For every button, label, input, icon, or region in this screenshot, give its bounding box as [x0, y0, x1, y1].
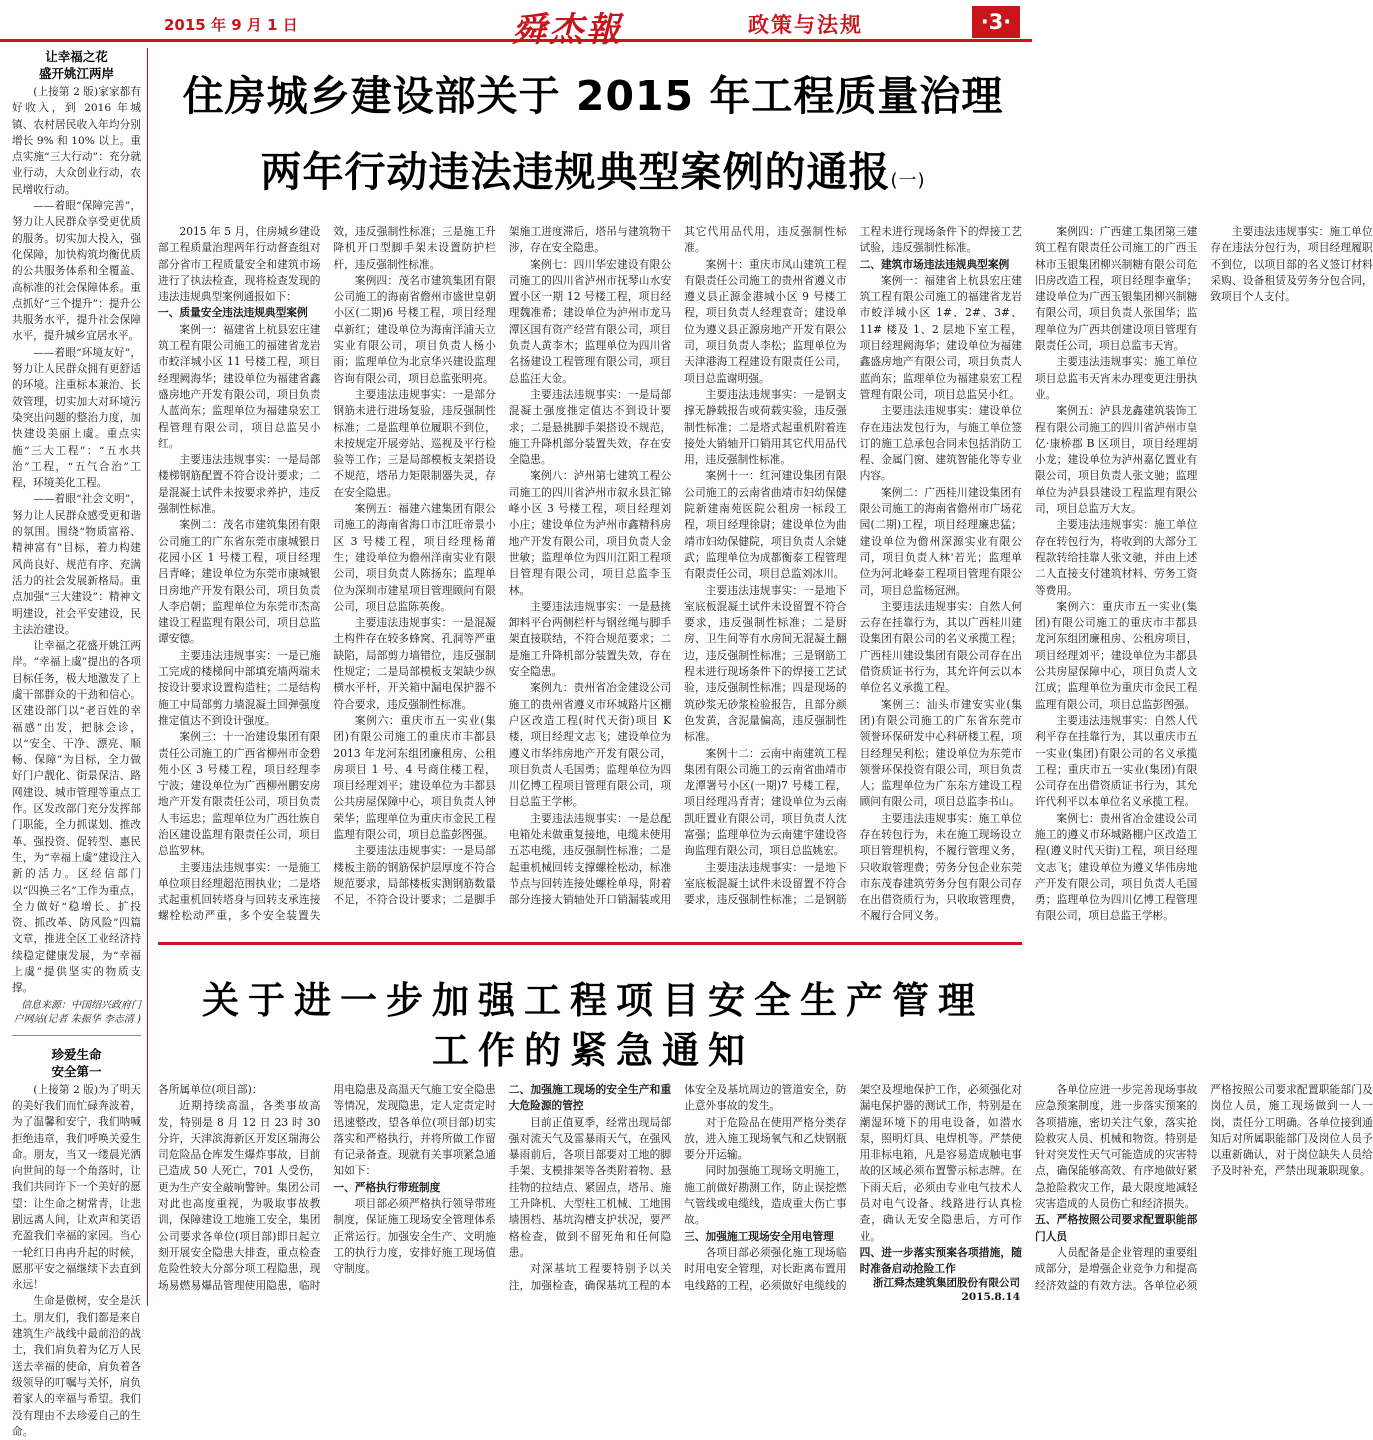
sidebar-article2-title: 珍爱生命 安全第一	[51, 1046, 102, 1079]
article1-body: 2015 年 5 月，住房城乡建设部工程质量治理两年行动督查组对部分省市工程质量安全和建筑市场进行了执法检查，现将检查发现的违法违规典型案例通报如下： 一、质量安全违法违规典型案例 案例一：福建省上杭县宏庄建筑工程有限公司施工的福建省龙岩市蛟洋城小区 11 号楼工程，项目经理阙海华；建设单位为福建省鑫盛房地产开发有限公司，项目负责人蓝尚东；监理单位为福建泉宏工程管理有限公司，项目总监吴小红。 主要违法违规事实：一是局部楼梯钢筋配置不符合设计要求；二是混凝土试件未按要求养护，违反强制性标准。 案例二：茂名市建筑集团有限公司施工的广东省东莞市康城银日花园小区 1 号楼工程，项目经理吕青峰；建设单位为东莞市康城银日房地产开发有限公司，项目负责人李启朝；监理单位为东莞市杰高建设工程监理有限公司，项目总监谭安德。 主要违法违规事实：一是已施工完成的楼梯间中部填充墙两端未按设计要求设置构造柱；二是结构施工中局部剪力墙混凝土回弹强度推定值达不到设计强度。 案例三：十一冶建设集团有限责任公司施工的广西省柳州市金碧苑小区 3 号楼工程，项目经理李宁波；建设单位为广西柳州鹏安房地产开发有限责任公司，项目负责人韦运忠；监理单位为广西壮族自治区建设监理有限责任公司，项目总监罗林。 主要违法违规事实：一是施工单位项目经理超范围执业；二是塔式起重机回转塔身与回转支承连接螺栓松动严重，多个安全装置失效，违反强制性标准；三是施工升降机开口型脚手架未设置防护栏杆，违反强制性标准。 案例四：茂名市建筑集团有限公司施工的海南省儋州市盛世皇朝小区(二期)6 号楼工程，项目经理卓新红；建设单位为海南洋浦天立实业有限公司，项目负责人杨小雨；监理单位为北京华兴建设监理咨询有限公司，项目总监张明亮。 主要违法违规事实：一是部分钢筋未进行进场复验，违反强制性标准；二是监理单位履职不到位，未按规定开展旁站、巡视及平行检验等工作；三是局部模板支架搭设不规范，塔吊力矩限制器失灵，存在安全隐患。 案例五：福建六建集团有限公司施工的海南省海口市江旺帝景小区 3 号楼工程，项目经理杨莆生；建设单位为儋州洋南实业有限公司，项目负责人陈扬东；监理单位为深圳市建星项目管理顾问有限公司，项目总监陈英俊。 主要违法违规事实：一是混凝土构件存在较多蜂窝、孔洞等严重缺陷，局部剪力墙错位，违反强制性规定；二是局部模板支架缺少纵横水平杆，开关箱中漏电保护器不符合要求，违反强制性标准。 案例六：重庆市五一实业(集团)有限公司施工的重庆市丰都县 2013 年龙河东组团廉租房、公租房项目 1 号、4 号商住楼工程，项目经理刘平；建设单位为丰都县公共房屋保障中心，项目负责人钟荣华；监理单位为重庆市金民工程监理有限公司，项目总监彭图强。 主要违法违规事实：一是局部楼板主筋的钢筋保护层厚度不符合规范要求，局部楼板实测钢筋数量不足，不符合设计要求；二是脚手架施工进度滞后，塔吊与建筑物干涉，存在安全隐患。 案例七：四川华宏建设有限公司施工的四川省泸州市抚琴山水安置小区一期 12 号楼工程，项目经理魏准希；建设单位为泸州市龙马潭区国有资产经营有限公司，项目负责人黄李木；监理单位为四川省名扬建设工程管理有限公司，项目总监汪大金。 主要违法违规事实：一是局部混凝土强度推定值达不到设计要求；二是悬挑脚手架搭设不规范，施工升降机部分装置失效，存在安全隐患。 案例八：泸州第七建筑工程公司施工的四川省泸州市叙永县汇锦峰小区 3 号楼工程，项目经理刘小庄；建设单位为泸州市鑫精科房地产开发有限公司，项目负责人金世敏；监理单位为四川江阳工程项目管理有限公司，项目总监李玉林。 主要违法违规事实：一是悬挑卸料平台两侧栏杆与钢丝绳与脚手架直接联结，不符合规范要求；二是施工升降机部分装置失效，存在安全隐患。 案例九：贵州省冶金建设公司施工的贵州省遵义市环城路片区棚户区改造工程(时代天街)项目 K 楼，项目经理文志飞；建设单位为遵义市华纬房地产开发有限公司，项目负责人毛国勇；监理单位为四川亿博工程项目管理有限公司，项目总监王学彬。 主要违法违规事实：一是总配电箱处未做重复接地，电缆未使用五芯电缆，违反强制性标准；二是起重机械回转支撑螺栓松动，标准节点与回转连接处螺栓单母，附着部分连接大销轴处开口销漏装或用其它代用品代用，违反强制性标准。 案例十：重庆市凤山建筑工程有限责任公司施工的贵州省遵义市遵义县正源金港城小区 9 号楼工程，项目负责人经理袁奇；建设单位为遵义县正源房地产开发有限公司，项目负责人李松；监理单位为天津港海工程建设有限责任公司，项目总监谢明强。 主要违法违规事实：一是钢支撑无静载报告或荷载实验，违反强制性标准；二是塔式起重机附着连接处大销轴开口销用其它代用品代用，违反强制性标准。 案例十一：红河建设集团有限公司施工的云南省曲靖市妇幼保健院新建南苑医院公租房一标段工程，项目经理徐尉；建设单位为曲靖市妇幼保健院，项目负责人余婕武；监理单位为成都衡泰工程管理有限责任公司，项目总监刘冰川。 主要违法违规事实：一是地下室底板混凝土试件未设留置不符合要求，违反强制性标准；二是厨房、卫生间等有水房间无混凝土翻边，违反强制性标准；三是钢筋工程未进行现场条件下的焊接工艺试验，违反强制性标准；四是现场的筑砂浆无砂浆检验报告，且部分颜色发黄，含泥量偏高，违反强制性标准。 案例十二：云南中南建筑工程集团有限公司施工的云南省曲靖市龙潭署号小区(一期)7 号楼工程，项目经理冯青青；建设单位为云南凯旺置业有限公司，项目负责人沈富强；监理单位为云南建宇建设咨询监理有限公司，项目总监姚宏。 主要违法违规事实：一是地下室底板混凝土试件未设留置不符合要求，违反强制性标准；二是钢筋工程未进行现场条件下的焊接工艺试验，违反强制性标准。 二、建筑市场违法违规典型案例 案例一：福建省上杭县宏庄建筑工程有限公司施工的福建省龙岩市蛟洋城小区 1#、2#、3#、11# 楼及 1、2 层地下室工程，项目经理阙海华；建设单位为福建鑫盛房地产有限公司，项目负责人蓝尚东；监理单位为福建泉宏工程管理有限公司，项目总监吴小红。 主要违法违规事实：建设单位存在违法发包行为，与施工单位签订的施工总承包合同未包括消防工程、金属门窗、建筑智能化等专业内容。 案例二：广西桂川建设集团有限公司施工的海南省儋州市广场花园(二期)工程，项目经理廉忠猛；建设单位为儋州深源实业有限公司，项目负责人林'若光；监理单位为河北峰泰工程项目管理有限公司，项目总监杨冠洲。 主要违法违规事实：自然人何云存在挂靠行为，其以广西桂川建设集团有限公司的名义承揽工程；广西桂川建设集团有限公司存在出借资质证书行为，其允许何云以本单位名义承揽工程。 案例三：汕头市建安实业(集团)有限公司施工的广东省东莞市领誉环保研发中心科研楼工程，项目经理吴利松；建设单位为东莞市领誉环保投资有限公司，项目负责人；监理单位为广东东方建设工程顾问有限公司，项目总监李书山。 主要违法违规事实：施工单位存在转包行为，未在施工现场设立项目管理机构，不履行管理义务，只收取管理费；劳务分包企业东莞市东茂春建筑劳务分包有限公司存在出借资质行为，只收取管理费，不履行合同义务。 案例四：广西建工集团第三建筑工程有限责任公司施工的广西玉林市玉银集团柳兴制糖有限公司危旧房改造工程，项目经理李童华；建设单位为广西玉银集团柳兴制糖有限公司，项目负责人张国华；监理单位为广西共创建设项目管理有限责任公司，项目总监韦天宵。 主要违法违规事实：施工单位项目总监韦天宵未办理变更注册执业。 案例五：泸县龙鑫建筑装饰工程有限公司施工的四川省泸州市皇亿·康桥郡 B 区项目，项目经理胡小龙；建设单位为泸州嘉亿置业有限公司，项目负责人张文驰；监理单位为泸县县建设工程监理有限公司，项目总监万大友。 主要违法违规事实：施工单位存在转包行为，将收到的大部分工程款转给挂靠人张文驰，并由上述二人直接支付建筑材料、劳务工资等费用。 案例六：重庆市五一实业(集团)有限公司施工的重庆市丰都县龙河东组团廉租房、公租房项目，项目经理刘平；建设单位为丰都县公共房屋保障中心，项目负责人文江成；监理单位为重庆市金民工程监理有限公司，项目总监彭图强。 主要违法违规事实：自然人代利平存在挂靠行为，其以重庆市五一实业(集团)有限公司的名义承揽工程；重庆市五一实业(集团)有限公司存在出借资质证书行为，其允许代利平以本单位名义承揽工程。 案例七：贵州省冶金建设公司施工的遵义市环城路棚户区改造工程(遵义时代天街)工程，项目经理文志飞；建设单位为遵义华伟房地产开发有限公司，项目负责人毛国勇；监理单位为四川亿博工程管理有限公司，项目总监王学彬。 主要违法违规事实：施工单位存在违法分包行为，项目经理履职不到位，以项目部的名义签订材料采购、设备租赁及劳务分包合同，致项目个人支付。	[158, 225, 1373, 923]
page-number: ·3·	[972, 6, 1020, 38]
article2-headline-line1: 关于进一步加强工程项目安全生产管理	[202, 979, 984, 1022]
sidebar-article1-source: 信息来源：中国绍兴政府门户网站(记者 朱振华 李志清 )	[13, 999, 141, 1025]
article2-body: 各所属单位(项目部)： 近期持续高温，各类事故高发，特别是 8 月 12 日 23 时 30 分许，天津滨海新区开发区瑞海公司危险品仓库发生爆炸事故，目前已造成 50 人死亡，701 人受伤，更为生产安全敲响警钟。集团公司对此也高度重视，为吸取事故教训，保障建设工地施工安全，集团公司要求各单位(项目部)即日起立刻开展安全隐患大排查，重点检查危险性较大分部分项工程隐患，现场易燃易爆品管理使用隐患，临时用电隐患及高温天气施工安全隐患等情况，发现隐患，定人定责定时迅速整改，望各单位(项目部)切实落实和严格执行，并将所做工作留有记录备查。现就有关事项紧急通知如下： 一、严格执行带班制度 项目部必须严格执行领导带班制度，保证施工现场安全管理体系正常运行。加强安全生产、文明施工的执行力度，安排好施工现场值守制度。 二、加强施工现场的安全生产和重大危险源的管控 目前正值夏季，经常出现局部强对流天气及雷暴雨天气，在强风暴雨前后，各项目部要对工地的脚手架、支模排架等各类附着物、悬挂物的拉结点、紧固点，塔吊、施工升降机、大型柱工机械、工地围墙围档、基坑沟槽支护状况，要严格检查，做到不留死角和任何隐患。 对深基坑工程要特别予以关注，加强检查，确保基坑工程的本体安全及基坑周边的管道安全，防止意外事故的发生。 对于危险品在使用严格分类存放，进入施工现场氧气和乙炔钢瓶要分开运输。 同时加强施工现场文明施工，施工前做好勘测工作，防止误挖燃气管线或电缆线，造成重大伤亡事故。 三、加强施工现场安全用电管理 各项目部必须强化施工现场临时用电安全管理，对长距离布置用电线路的工程，必须做好电缆线的架空及埋地保护工作，必须强化对漏电保护器的测试工作，特别是在潮湿环境下的用电设备，如潜水泵，照明灯具、电焊机等。严禁使用非标电箱，凡是容易造成触电事故的区域必须布置警示标志牌。在下雨天后，必须由专业电气技术人员对电气设备、线路进行认真检查，确认无安全隐患后，方可作业。 四、进一步落实预案各项措施，随时准备启动抢险工作 各单位应进一步完善现场事故应急预案制度，进一步落实预案的各项措施，密切关注气象，落实抢险救灾人员、机械和物资。特别是针对突发性天气可能造成的灾害特点，确保能够高效、有序地做好紧急抢险救灾工作，最大限度地减轻灾害造成的人员伤亡和经济损失。 五、严格按照公司要求配置职能部门人员 人员配备是企业管理的重要组成部分，是增强企业竞争力和提高经济效益的有效方法。各单位必须严格按照公司要求配置职能部门及岗位人员，施工现场做到一人一岗，责任分工明确。各单位接到通知后对所属职能部门及岗位人员予以重新确认，对于岗位缺失人员给予及时补充，严禁出现兼职现象。	[158, 1083, 1373, 1292]
page-header	[0, 0, 1032, 50]
article1-subhead-market: 二、建筑市场违法违规典型案例	[859, 257, 1010, 271]
sidebar-article1-title: 让幸福之花 盛开姚江两岸	[38, 49, 114, 81]
article1-headline-suffix: (一)	[890, 170, 926, 191]
signature-company: 浙江舜杰建筑集团股份有限公司	[873, 1277, 1020, 1289]
article-divider	[158, 942, 1022, 945]
sidebar-divider	[12, 1035, 141, 1036]
article1-subhead-quality: 一、质量安全违法违规典型案例	[158, 306, 308, 320]
section-title: 政策与法规	[748, 13, 863, 37]
article2-headline-line2: 工作的紧急通知	[432, 1029, 754, 1072]
sidebar-article1-body: (上接第 2 版)家家都有好收入，到 2016 年城镇、农村居民收入年均分别增长 9% 和 10% 以上。重点实施“三大行动”：充分就业行动，大众创业行动，农民增收行动。 ——着眼“保障完善”，努力让人民群众享受更优质的服务。切实加大投入，强化保障，加快构筑均衡优质的公共服务体系和全覆盖、高标准的社会保障体系。重点抓好“三个提升”：提升公共服务水平，提升社会保障水平，提升城乡宜居水平。 ——着眼“环境友好”，努力让人民群众拥有更舒适的环境。注重标本兼治、长效管理，切实加大对环境污染突出问题的整治力度，加快建设美丽上虞。重点实施“三大工程”：“五水共治”工程，“五气合治”工程，环境美化工程。 ——着眼“社会文明”，努力让人民群众感受更和谐的氛围。围绕“物质富裕、精神富有”目标，着力构建风尚良好、规范有序、充满活力的社会发展新格局。重点加强“三大建设”：精神文明建设，社会平安建设，民主法治建设。 让幸福之花盛开姚江两岸。“幸福上虞”提出的各项目标任务，极大地激发了上虞干部群众的干劲和信心。区建设部门以“老百姓的幸福感”出发，把脉会诊，以“安全、干净、漂亮、顺畅、保障”为目标，全力做好门户靓化、街景保洁、路网建设、城市管理等重点工作。区发改部门充分发挥部门职能，全力抓谋划、推改革、强投资、促转型、惠民生，为“幸福上虞”建设注入新的活力。区经信部门以“四换三名”工作为重点，全力做好“稳增长、扩投资、抓改革、防风险”四篇文章，推进全区工业经济持续稳定健康发展，为“幸福上虞”提供坚实的物质支撑。	[12, 86, 141, 995]
sidebar	[12, 48, 148, 1438]
signature-date: 2015.8.14	[961, 1291, 1020, 1303]
article1-headline-line1: 住房城乡建设部关于 2015 年工程质量治理	[182, 72, 1004, 120]
sidebar-article2-body: (上接第 2 版)为了明天的美好我们而忙碌奔波着，为了温馨和安宁，我们呐喊拒绝违章，我们呼唤关爱生命。朋友，当又一缕晨光洒向世间的每一个角落时，让我们共同许下一个美好的愿望：让生命之树常青，让悲剧远离人间，让欢声和笑语充盈我们幸福的家园。当心一轮红日冉冉升起的时候，愿那平安之福继续下去直到永远！ 生命是傲树，安全是沃土。朋友们，我们都是来自建筑生产战线中最前沿的战士，我们肩负着为亿万人民送去幸福的使命，肩负着各级领导的叮嘱与关怀，肩负着家人的幸福与希望。我们没有理由不去珍爱自己的生命。	[12, 1083, 141, 1438]
article2-signature	[867, 1276, 1020, 1304]
issue-date: 2015 年 9 月 1 日	[164, 16, 298, 34]
newspaper-logo: 舜杰報	[512, 10, 623, 50]
article1-headline-line2: 两年行动违法违规典型案例的通报(一)	[260, 148, 926, 196]
